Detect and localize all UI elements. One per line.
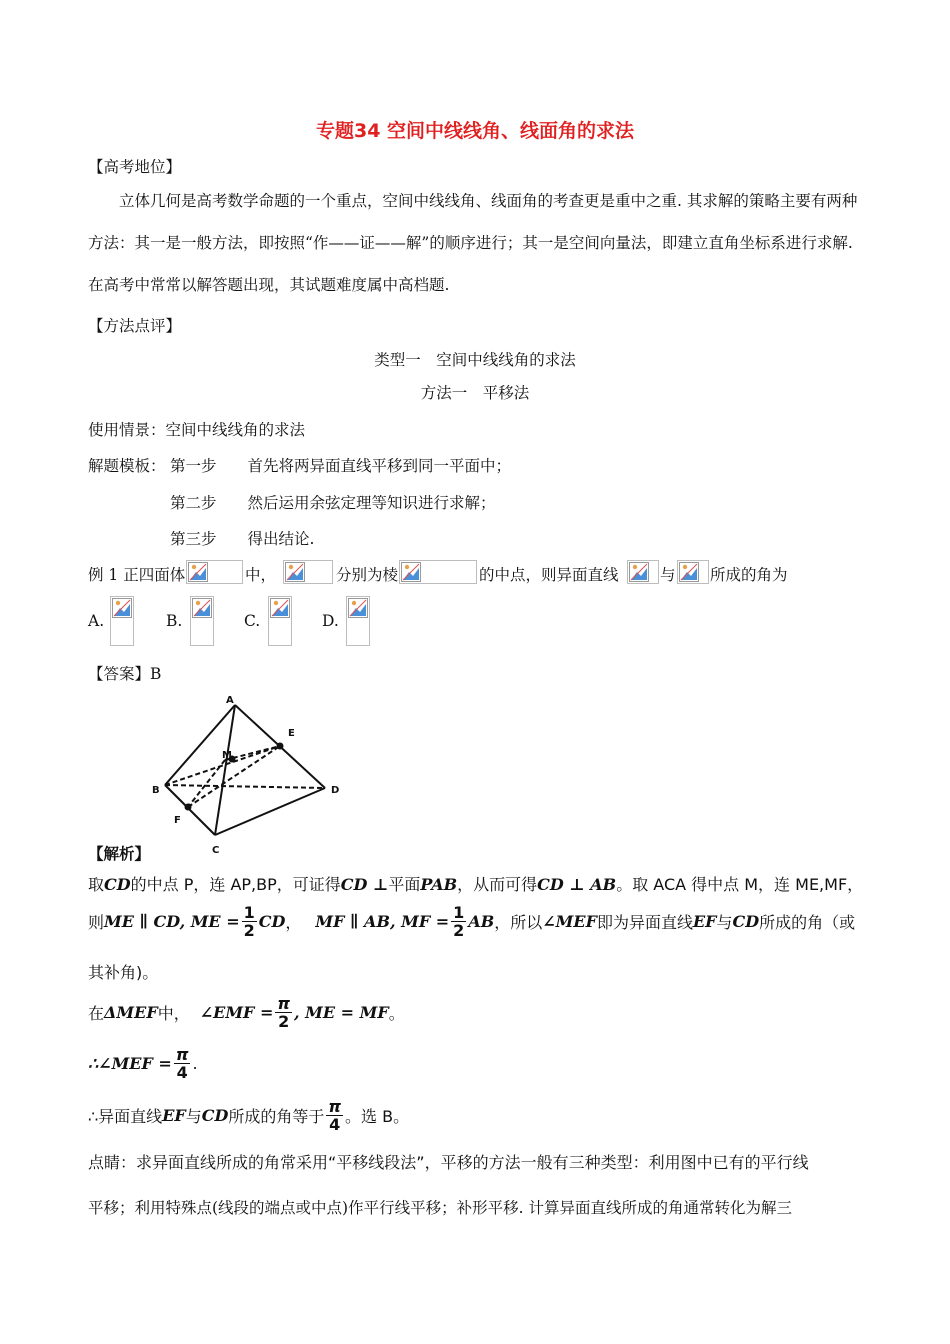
example-text-5: 与 [660,566,676,584]
step-2: 第二步 然后运用余弦定理等知识进行求解； [170,494,496,512]
example-text-1: 例 1 正四面体 [88,566,186,584]
intro-paragraph: 立体几何是高考数学命题的一个重点，空间中线线角、线面角的考查更是重中之重. 其求解的策略主要有两种方法：其一是一般方法，即按照“作——证——解”的顺序进行；其一是空间向量法，即建立直角坐标系进行求解. 在高考中常常以解答题出现，其试题难度属中高档题. [88,192,858,294]
edge-cd [215,788,325,835]
label-a: A [226,695,234,706]
broken-image-icon [190,596,214,646]
example-text-3: 分别为棱 [336,566,399,584]
analysis-line-3: 其补角)。 [88,963,159,982]
analysis-line-1: 取CD的中点 P，连 AP,BP，可证得CD ⊥平面PAB，从而可得CD ⊥ AB。取 ACA 得中点 M，连 ME,MF， [88,875,864,894]
broken-image-icon [627,560,659,584]
template-label: 解题模板： [88,457,166,475]
analysis-line-5: ∴∠MEF = $\frac{\pi}{4}$ . [88,1045,198,1082]
label-m: M [222,750,232,761]
segment-fe [188,746,280,807]
label-f: F [174,815,181,826]
broken-image-icon [677,560,709,584]
option-b-label: B. [166,612,183,630]
option-d-label: D. [322,612,339,630]
point-e [277,743,284,750]
step-1: 第一步 首先将两异面直线平移到同一平面中； [170,457,512,475]
broken-image-icon [268,596,292,646]
type-heading: 类型一 空间中线线角的求法 [374,351,576,369]
example-text-2: 中， [245,566,277,584]
edge-bd-hidden [165,785,325,788]
option-a-label: A. [88,612,105,630]
answer-line: 【答案】B [88,665,162,683]
broken-image-icon [346,596,370,646]
label-b: B [152,785,160,796]
broken-image-icon [186,560,243,584]
example-text-4: 的中点，则异面直线 [479,566,619,584]
dianjing-line-2: 平移；利用特殊点(线段的端点或中点)作平行线平移；补形平移. 计算异面直线所成的角通常转化为解三 [88,1199,792,1217]
broken-image-icon [110,596,134,646]
analysis-heading: 【解析】 [88,845,151,863]
analysis-line-4: 在ΔMEF中， ∠EMF = $\frac{\pi}{2}$ , ME = MF。 [88,994,405,1031]
page-title: 专题34 空间中线线角、线面角的求法 [315,120,635,142]
example-text-6: 所成的角为 [710,566,788,584]
section-gaokao: 【高考地位】 [88,158,182,176]
method-heading: 方法一 平移法 [420,384,530,402]
section-method: 【方法点评】 [88,317,182,335]
option-c-label: C. [244,612,261,630]
step-3: 第三步 得出结论. [170,530,315,548]
broken-image-icon [399,560,477,584]
label-e: E [288,728,295,739]
tetrahedron-figure [145,690,360,858]
analysis-line-2: 则ME ∥ CD, ME = $\frac{1}{2}$ CD， MF ∥ AB, MF = $\frac{1}{2}$ AB，所以∠MEF即为异面直线EF与CD所成的角（或 [88,903,856,940]
label-c: C [212,845,220,856]
point-f [185,804,192,811]
broken-image-icon [283,560,333,584]
analysis-line-6: ∴异面直线EF与CD所成的角等于 $\frac{\pi}{4}$ 。选 B。 [88,1097,410,1134]
edge-bc [165,785,215,835]
dianjing-line-1: 点睛：求异面直线所成的角常采用“平移线段法”，平移的方法一般有三种类型：利用图中已有的平行线 [88,1153,809,1172]
label-d: D [331,785,340,796]
usage-line: 使用情景：空间中线线角的求法 [88,421,306,439]
